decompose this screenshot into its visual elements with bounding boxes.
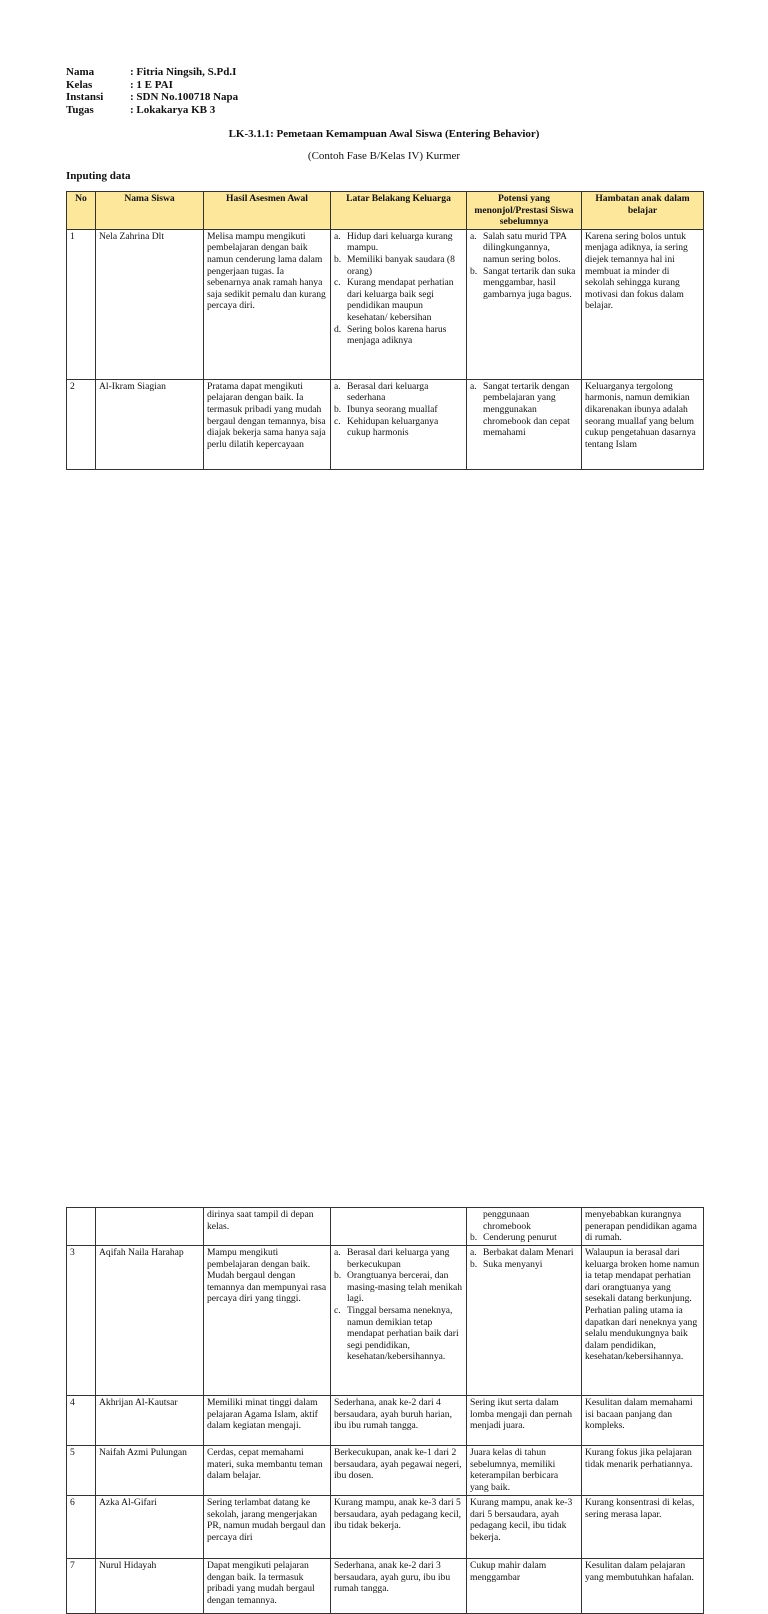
list-marker: a. <box>470 380 477 392</box>
cell-latar: Berkecukupan, anak ke-1 dari 2 bersaudara, ayah pegawai negeri, ibu dosen. <box>331 1446 467 1496</box>
cell-no <box>67 1208 96 1246</box>
cell-asesmen: Pratama dapat mengikuti pelajaran dengan baik. Ia termasuk pribadi yang mudah bergaul dengan temannya, bisa diajak bekerja sama hanya saja perlu dilatih kepercayaan <box>204 379 331 469</box>
list-marker: d. <box>334 323 342 335</box>
cell-nama: Naifah Azmi Pulungan <box>96 1446 204 1496</box>
list-item <box>334 1247 463 1270</box>
cell-asesmen: Dapat mengikuti pelajaran dengan baik. Ia termasuk pribadi yang mudah bergaul dengan temannya. <box>204 1559 331 1614</box>
potensi-list <box>470 1247 578 1270</box>
list-item <box>470 1259 578 1271</box>
list-item <box>334 1305 463 1363</box>
table-row <box>67 1396 704 1446</box>
identity-label: Kelas <box>66 78 93 91</box>
cell-hambatan: Kurang fokus jika pelajaran tidak menarik perhatiannya. <box>582 1446 704 1496</box>
cell-potensi <box>467 1208 582 1246</box>
cell-latar <box>331 229 467 379</box>
document-page-1 <box>0 0 768 540</box>
identity-label: Tugas <box>66 103 94 116</box>
list-text: Kehidupan keluarganya cukup harmonis <box>347 415 439 439</box>
list-item <box>334 254 463 277</box>
table-row <box>67 1559 704 1614</box>
list-item <box>334 324 463 347</box>
table-row <box>67 1208 704 1246</box>
list-text: Suka menyanyi <box>483 1258 543 1270</box>
list-marker: b. <box>470 1258 478 1270</box>
list-item <box>334 416 463 439</box>
list-item <box>334 277 463 323</box>
table-header-row <box>67 192 704 230</box>
cell-nama: Aqifah Naila Harahap <box>96 1246 204 1396</box>
potensi-list <box>470 231 578 301</box>
cell-potensi: Juara kelas di tahun sebelumnya, memiliki keterampilan berbicara yang baik. <box>467 1446 582 1496</box>
cell-asesmen: Melisa mampu mengikuti pembelajaran dengan baik namun cenderung lama dalam pengerjaan tugas. Ia sebenarnya anak ramah hanya saja sedikit pemalu dan kurang percaya diri. <box>204 229 331 379</box>
table-row <box>67 379 704 469</box>
header-latar-belakang: Latar Belakang Keluarga <box>331 192 467 230</box>
list-item <box>470 266 578 301</box>
cell-nama: Al-Ikram Siagian <box>96 379 204 469</box>
cell-hambatan: Walaupun ia berasal dari keluarga broken home namun ia tetap mendapat perhatian dari orangtuanya yang sesekali datang berkunjung. Perhatian paling utama ia dapatkan dari neneknya yang selalu mendukungnya baik dalam pendidikan, kesehatan/kebersihannya. <box>582 1246 704 1396</box>
identity-row-tugas <box>66 104 238 117</box>
list-item <box>334 381 463 404</box>
list-text: Salah satu murid TPA dilingkungannya, namun sering bolos. <box>483 230 567 265</box>
cell-hambatan: Keluarganya tergolong harmonis, namun demikian dikarenakan ibunya adalah seorang muallaf yang belum cukup pengetahuan dasarnya tentang Islam <box>582 379 704 469</box>
cell-asesmen: dirinya saat tampil di depan kelas. <box>204 1208 331 1246</box>
latar-list <box>334 231 463 347</box>
list-text: Sangat tertarik dengan pembelajaran yang menggunakan chromebook dan cepat memahami <box>483 380 570 439</box>
list-text: Berasal dari keluarga sederhana <box>347 380 429 404</box>
list-marker: a. <box>334 230 341 242</box>
list-text: Sering bolos karena harus menjaga adiknya <box>347 323 447 347</box>
cell-potensi <box>467 229 582 379</box>
cell-no: 4 <box>67 1396 96 1446</box>
identity-row-instansi <box>66 91 238 104</box>
cell-asesmen: Cerdas, cepat memahami materi, suka membantu teman dalam belajar. <box>204 1446 331 1496</box>
table-row <box>67 229 704 379</box>
list-marker: a. <box>334 1247 341 1258</box>
cell-nama: Nurul Hidayah <box>96 1559 204 1614</box>
identity-value: : Fitria Ningsih, S.Pd.I <box>130 66 237 78</box>
cell-asesmen: Mampu mengikuti pembelajaran dengan baik. Mudah bergaul dengan temannya dan mempunyai rasa percaya diri yang tinggi. <box>204 1246 331 1396</box>
cell-hambatan: Kurang konsentrasi di kelas, sering merasa lapar. <box>582 1496 704 1559</box>
page-gap <box>0 540 768 600</box>
entering-behavior-table <box>66 191 704 470</box>
list-marker: b. <box>334 1270 342 1282</box>
table-row <box>67 1496 704 1559</box>
document-title: LK-3.1.1: Pemetaan Kemampuan Awal Siswa (Entering Behavior) <box>228 128 540 140</box>
list-marker: b. <box>334 253 342 265</box>
cell-nama: Akhrijan Al-Kautsar <box>96 1396 204 1446</box>
cell-no: 6 <box>67 1496 96 1559</box>
cell-latar <box>331 1208 467 1246</box>
latar-list <box>334 381 463 439</box>
list-text: Ibunya seorang muallaf <box>347 403 438 415</box>
list-item <box>470 381 578 439</box>
cell-asesmen: Memiliki minat tinggi dalam pelajaran Agama Islam, aktif dalam kegiatan mengaji. <box>204 1396 331 1446</box>
identity-block <box>66 66 238 116</box>
list-item <box>470 1232 578 1244</box>
list-text: Hidup dari keluarga kurang mampu. <box>347 230 453 254</box>
identity-label: Instansi <box>66 91 104 103</box>
potensi-list <box>470 1232 578 1244</box>
potensi-continued-text: penggunaan chromebook <box>483 1209 531 1232</box>
potensi-list <box>470 381 578 439</box>
identity-value: : SDN No.100718 Napa <box>130 91 239 103</box>
latar-list <box>334 1247 463 1363</box>
entering-behavior-table-continued <box>66 1207 704 1614</box>
cell-potensi: Kurang mampu, anak ke-3 dari 5 bersaudara, ayah pedagang kecil, ibu tidak bekerja. <box>467 1496 582 1559</box>
list-text: Berasal dari keluarga yang berkecukupan <box>347 1247 450 1270</box>
cell-no: 3 <box>67 1246 96 1396</box>
cell-no: 2 <box>67 379 96 469</box>
cell-nama: Nela Zahrina Dlt <box>96 229 204 379</box>
list-item <box>470 231 578 266</box>
list-marker: c. <box>334 1304 341 1316</box>
cell-hambatan: Karena sering bolos untuk menjaga adiknya, ia sering diejek temannya hal ini membuat ia minder di sekolah sehingga kurang motivasi dan fokus dalam belajar. <box>582 229 704 379</box>
cell-latar: Kurang mampu, anak ke-3 dari 5 bersaudara, ayah pedagang kecil, ibu tidak bekerja. <box>331 1496 467 1559</box>
identity-label: Nama <box>66 66 95 78</box>
list-marker: c. <box>334 415 341 427</box>
cell-no: 7 <box>67 1559 96 1614</box>
header-potensi: Potensi yang menonjol/Prestasi Siswa sebelumnya <box>467 192 582 230</box>
list-marker: a. <box>334 380 341 392</box>
cell-potensi: Sering ikut serta dalam lomba mengaji dan pernah menjadi juara. <box>467 1396 582 1446</box>
cell-latar <box>331 379 467 469</box>
identity-row-nama <box>66 66 238 79</box>
header-hasil-asesmen: Hasil Asesmen Awal <box>204 192 331 230</box>
list-marker: b. <box>470 1232 478 1244</box>
section-heading: Inputing data <box>66 170 131 182</box>
list-marker: b. <box>334 403 342 415</box>
cell-hambatan: menyebabkan kurangnya penerapan pendidikan agama di rumah. <box>582 1208 704 1246</box>
cell-hambatan: Kesulitan dalam pelajaran yang membutuhkan hafalan. <box>582 1559 704 1614</box>
list-marker: c. <box>334 277 341 289</box>
list-text: Tinggal bersama neneknya, namun demikian tetap mendapat perhatian baik dari segi pendidikan, kesehatan/kebersihannya. <box>347 1304 459 1363</box>
cell-latar: Sederhana, anak ke-2 dari 4 bersaudara, ayah buruh harian, ibu ibu rumah tangga. <box>331 1396 467 1446</box>
cell-nama: Azka Al-Gifari <box>96 1496 204 1559</box>
document-subtitle: (Contoh Fase B/Kelas IV) Kurmer <box>307 150 461 162</box>
table-row <box>67 1246 704 1396</box>
cell-asesmen: Sering terlambat datang ke sekolah, jarang mengerjakan PR, namun mudah bergaul dan percaya diri <box>204 1496 331 1559</box>
cell-potensi <box>467 379 582 469</box>
cell-latar <box>331 1246 467 1396</box>
cell-latar: Sederhana, anak ke-2 dari 3 bersaudara, ayah guru, ibu ibu rumah tangga. <box>331 1559 467 1614</box>
list-marker: b. <box>470 265 478 277</box>
document-page-2 <box>0 600 768 1606</box>
header-nama-siswa: Nama Siswa <box>96 192 204 230</box>
cell-no: 5 <box>67 1446 96 1496</box>
list-text: Sangat tertarik dan suka menggambar, hasil gambarnya juga bagus. <box>483 265 576 300</box>
identity-value: : Lokakarya KB 3 <box>130 103 216 116</box>
list-text: Berbakat dalam Menari <box>483 1247 574 1258</box>
cell-potensi <box>467 1246 582 1396</box>
list-text: Orangtuanya bercerai, dan masing-masing telah menikah lagi. <box>347 1270 463 1305</box>
cell-nama <box>96 1208 204 1246</box>
table-row <box>67 1446 704 1496</box>
list-text: Kurang mendapat perhatian dari keluarga baik segi pendidikan maupun kesehatan/ kebersihan <box>347 277 454 323</box>
cell-potensi: Cukup mahir dalam menggambar <box>467 1559 582 1614</box>
list-marker: a. <box>470 230 477 242</box>
list-item <box>470 1247 578 1259</box>
list-item <box>334 231 463 254</box>
header-no: No <box>67 192 96 230</box>
identity-value: : 1 E PAI <box>130 78 173 91</box>
cell-no: 1 <box>67 229 96 379</box>
cell-hambatan: Kesulitan dalam memahami isi bacaan panjang dan kompleks. <box>582 1396 704 1446</box>
list-item <box>334 404 463 416</box>
list-item <box>334 1270 463 1305</box>
list-text: Memiliki banyak saudara (8 orang) <box>347 253 455 277</box>
list-text: Cenderung penurut <box>483 1232 557 1244</box>
list-marker: a. <box>470 1247 477 1258</box>
header-hambatan: Hambatan anak dalam belajar <box>582 192 704 230</box>
identity-row-kelas <box>66 79 238 92</box>
